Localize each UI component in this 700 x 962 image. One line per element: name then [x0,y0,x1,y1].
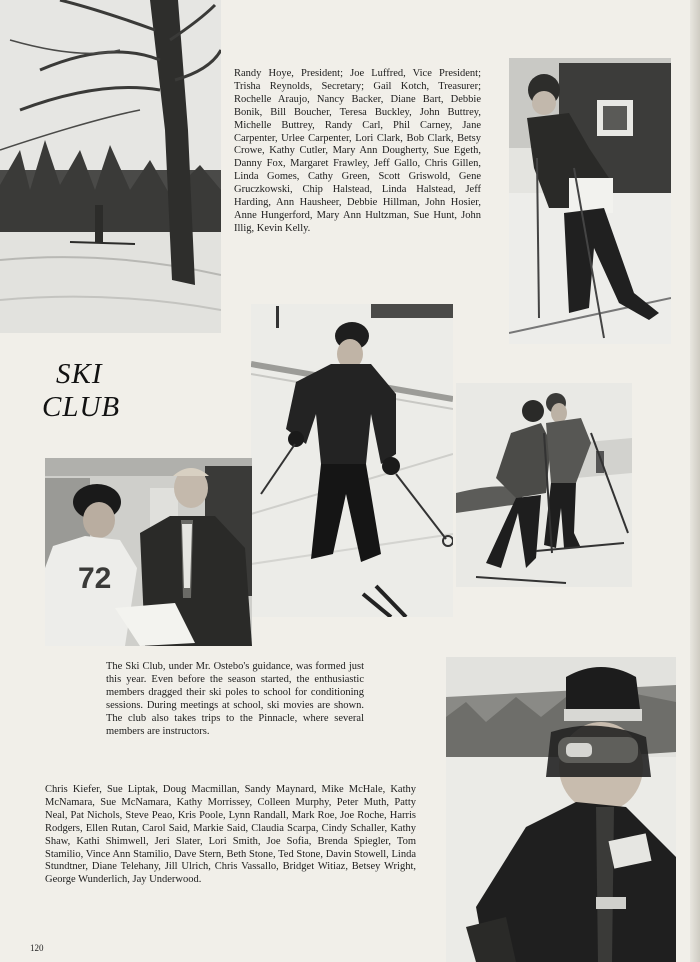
jersey-number: 72 [78,562,112,595]
page-title-line1: SKI [56,358,103,390]
page-edge-shadow [690,0,700,962]
officers-text: Randy Hoye, President; Joe Luffred, Vice President; Trisha Reynolds, Secretary; Gail Kotch, Treasurer; Rochelle Araujo, Nancy Backer, Diane Bart, Debbie Bonik, Bill Boucher, Teresa Buckley, John Buttrey, Michelle Buttrey, Randy Carl, Phil Carney, Jane Carpenter, Urlee Carpenter, Lori Clark, Bob Clark, Betsy Crowe, Kathy Cutler, Mary Ann Dougherty, Sue Egeth, Danny Fox, Margaret Frawley, Jeff Gallo, Chris Gillen, Linda Gomes, Cathy Green, Scott Griswold, Gene Gruczkowski, Chip Halstead, Linda Halstead, Jeff Harding, Ann Hausheer, Debbie Hillman, John Hosier, Anne Hungerford, Mary Ann Hultzman, Sue Hunt, John Illig, Kevin Kelly. [234,68,481,234]
winter-trees-photo [0,0,221,333]
members-text: Chris Kiefer, Sue Liptak, Doug Macmillan, Sandy Maynard, Mike McHale, Kathy McNamara, Sue McNamara, Kathy Morrissey, Colleen Murphy, Peter Muth, Patty Neal, Pat Nichols, Steve Peao, Kris Poole, Lynn Randall, Mark Roe, Joe Roche, Harris Rodgers, Ellen Rutan, Carol Said, Markie Said, Claudia Scarpa, Cindy Schaller, Kathy Shaw, Kathi Shimwell, Jeri Slater, Lori Smith, Joe Sofia, Brenda Spiegler, Tom Stamilio, Vince Ann Stamilio, Dave Stern, Beth Stone, Ted Stone, Davin Stowell, Linda Stundtner, Diane Telehany, Jill Ulrich, Chris Vassallo, Bridget Witiaz, Betsey Wright, George Wunderlich, Jay Underwood. [45,784,416,886]
page-number: 120 [30,943,44,953]
page-title-line2: CLUB [42,391,121,423]
skier-center-photo [251,304,453,617]
skier-by-cabin-photo [509,58,671,344]
student-and-teacher-photo [45,458,252,646]
skier-goggles-photo [446,657,676,962]
description-text: The Ski Club, under Mr. Ostebo's guidance, was formed just this year. Even before the season started, the enthusiastic members dragged their ski poles to school for conditioning sessions. During meetings at school, ski movies are shown. The club also takes trips to the Pinnacle, where several members are instructors. [106,661,364,737]
two-skiers-photo [456,383,632,587]
